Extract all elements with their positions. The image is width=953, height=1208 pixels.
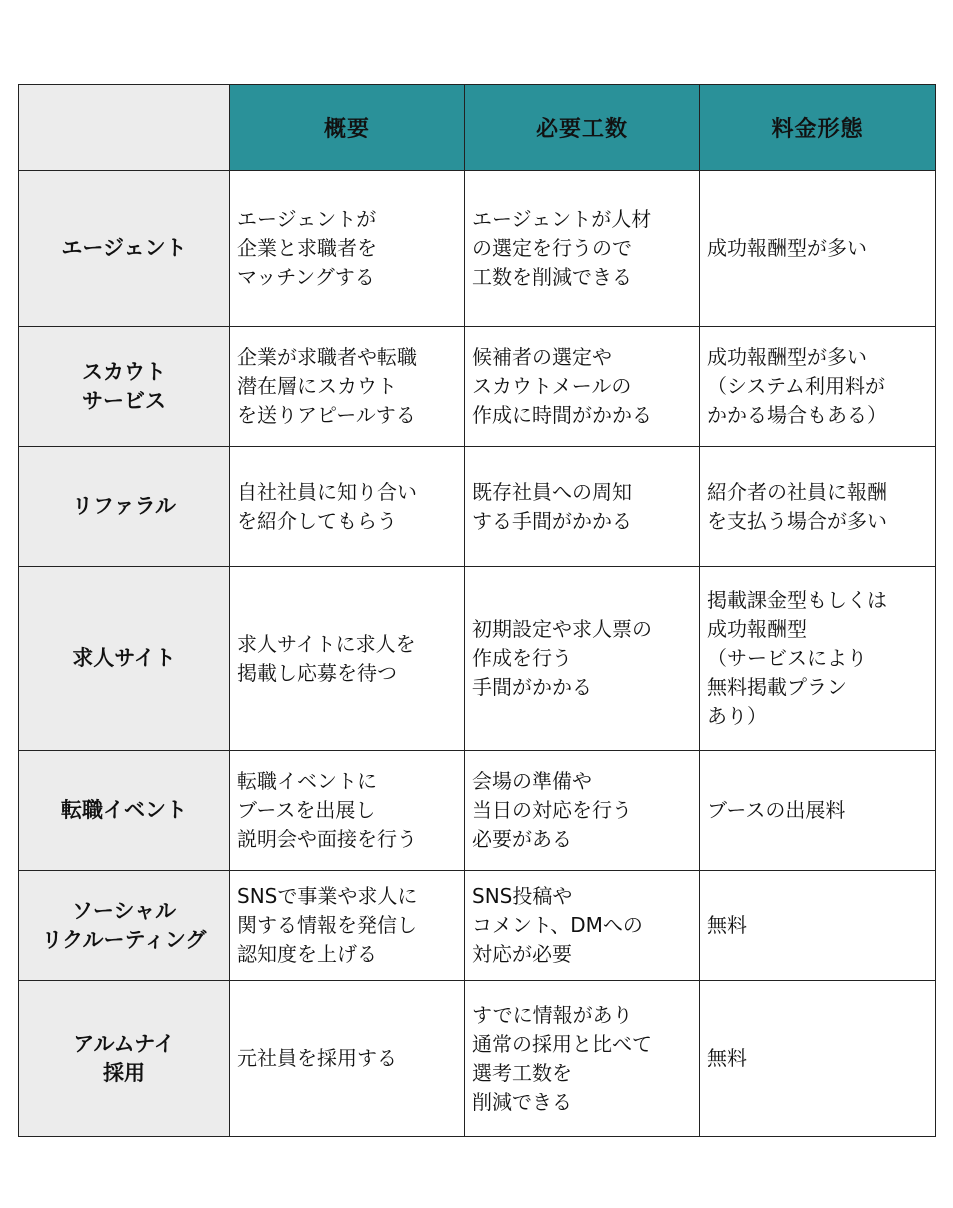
row-label: アルムナイ 採用: [19, 981, 230, 1137]
recruitment-methods-table: [18, 84, 936, 1137]
fee-cell: 成功報酬型が多い: [700, 171, 936, 327]
overview-cell: 転職イベントに ブースを出展し 説明会や面接を行う: [230, 751, 465, 871]
table-row: [19, 567, 936, 751]
header-overview: 概要: [230, 85, 465, 171]
effort-cell: 初期設定や求人票の 作成を行う 手間がかかる: [465, 567, 700, 751]
fee-cell: 掲載課金型もしくは 成功報酬型 （サービスにより 無料掲載プラン あり）: [700, 567, 936, 751]
effort-cell: SNS投稿や コメント、DMへの 対応が必要: [465, 871, 700, 981]
overview-cell: エージェントが 企業と求職者を マッチングする: [230, 171, 465, 327]
fee-cell: 成功報酬型が多い （システム利用料が かかる場合もある）: [700, 327, 936, 447]
row-label: ソーシャル リクルーティング: [19, 871, 230, 981]
corner-cell: [19, 85, 230, 171]
table-header-row: [19, 85, 936, 171]
fee-cell: 無料: [700, 981, 936, 1137]
effort-cell: すでに情報があり 通常の採用と比べて 選考工数を 削減できる: [465, 981, 700, 1137]
fee-cell: ブースの出展料: [700, 751, 936, 871]
row-label: 転職イベント: [19, 751, 230, 871]
row-label: 求人サイト: [19, 567, 230, 751]
effort-cell: 既存社員への周知 する手間がかかる: [465, 447, 700, 567]
fee-cell: 無料: [700, 871, 936, 981]
table-row: [19, 327, 936, 447]
effort-cell: エージェントが人材 の選定を行うので 工数を削減できる: [465, 171, 700, 327]
table-row: [19, 447, 936, 567]
table-row: [19, 871, 936, 981]
table-row: [19, 981, 936, 1137]
effort-cell: 会場の準備や 当日の対応を行う 必要がある: [465, 751, 700, 871]
overview-cell: 自社社員に知り合い を紹介してもらう: [230, 447, 465, 567]
overview-cell: SNSで事業や求人に 関する情報を発信し 認知度を上げる: [230, 871, 465, 981]
overview-cell: 企業が求職者や転職 潜在層にスカウト を送りアピールする: [230, 327, 465, 447]
table-row: [19, 171, 936, 327]
header-effort: 必要工数: [465, 85, 700, 171]
overview-cell: 求人サイトに求人を 掲載し応募を待つ: [230, 567, 465, 751]
table-row: [19, 751, 936, 871]
fee-cell: 紹介者の社員に報酬 を支払う場合が多い: [700, 447, 936, 567]
row-label: エージェント: [19, 171, 230, 327]
row-label: スカウト サービス: [19, 327, 230, 447]
overview-cell: 元社員を採用する: [230, 981, 465, 1137]
row-label: リファラル: [19, 447, 230, 567]
effort-cell: 候補者の選定や スカウトメールの 作成に時間がかかる: [465, 327, 700, 447]
header-fee: 料金形態: [700, 85, 936, 171]
